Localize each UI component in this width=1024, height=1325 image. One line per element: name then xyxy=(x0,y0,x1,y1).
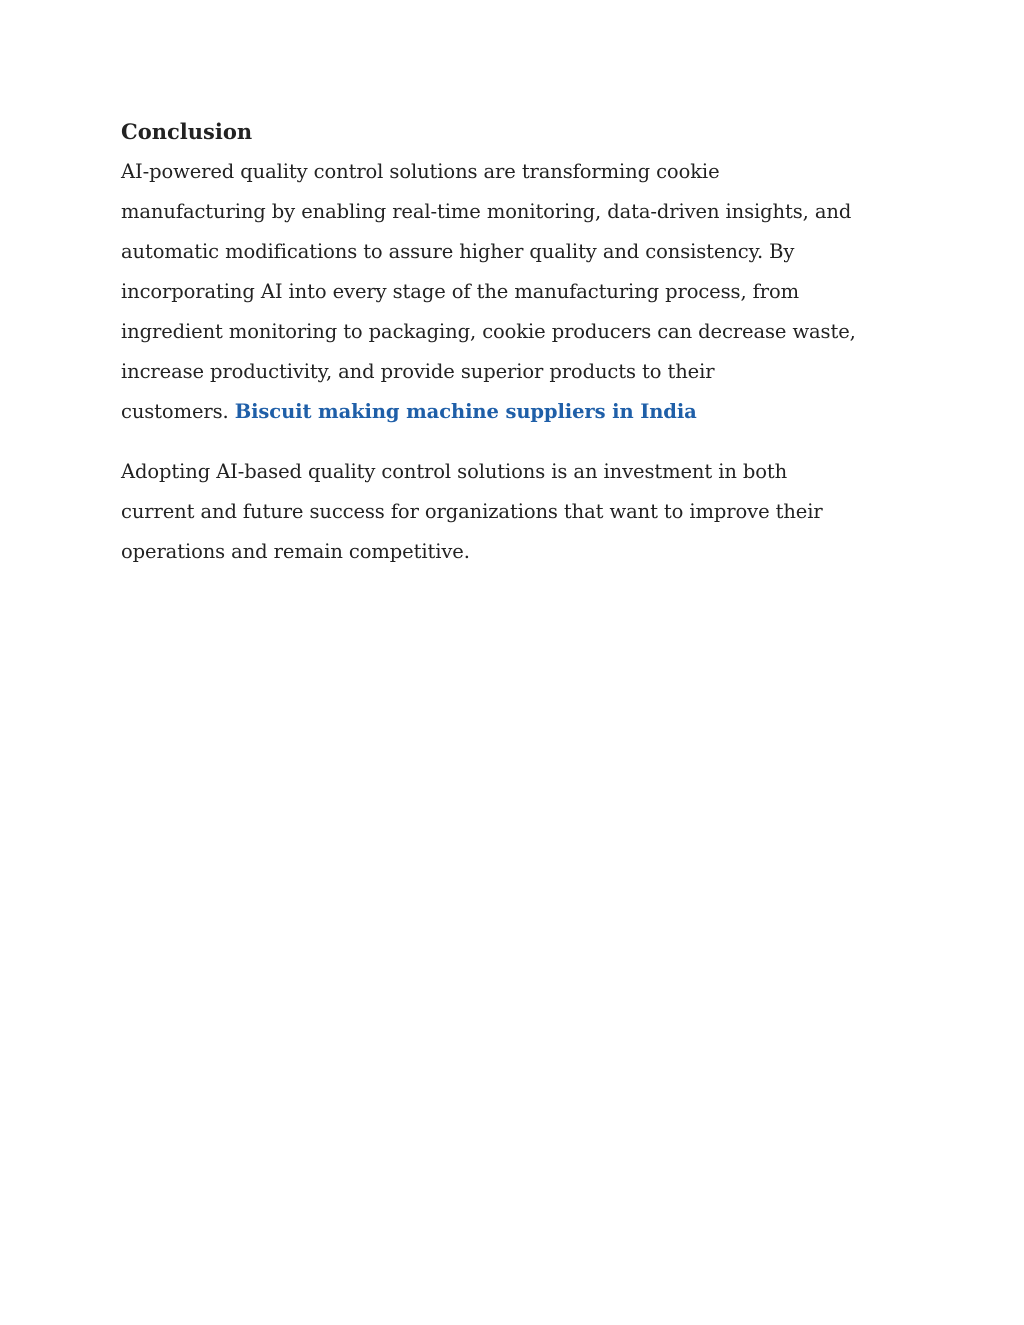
paragraph-line-text: customers. xyxy=(121,400,229,423)
biscuit-suppliers-link[interactable]: Biscuit making machine suppliers in India xyxy=(234,400,697,423)
conclusion-paragraph-1 xyxy=(121,152,911,432)
paragraph-line: current and future success for organizations that want to improve their xyxy=(121,500,823,523)
paragraph-line: automatic modifications to assure higher quality and consistency. By xyxy=(121,240,795,263)
paragraph-line: incorporating AI into every stage of the manufacturing process, from xyxy=(121,280,800,303)
paragraph-line: ingredient monitoring to packaging, cookie producers can decrease waste, xyxy=(121,320,856,343)
paragraph-line: manufacturing by enabling real-time monitoring, data-driven insights, and xyxy=(121,200,852,223)
paragraph-line: increase productivity, and provide superior products to their xyxy=(121,360,715,383)
paragraph-line: operations and remain competitive. xyxy=(121,540,470,563)
document-page xyxy=(121,112,911,572)
conclusion-paragraph-2 xyxy=(121,452,911,572)
paragraph-line: AI-powered quality control solutions are transforming cookie xyxy=(121,160,720,183)
section-heading: Conclusion xyxy=(121,119,253,144)
paragraph-line-with-link xyxy=(121,392,911,432)
paragraph-line: Adopting AI-based quality control solutions is an investment in both xyxy=(121,460,788,483)
